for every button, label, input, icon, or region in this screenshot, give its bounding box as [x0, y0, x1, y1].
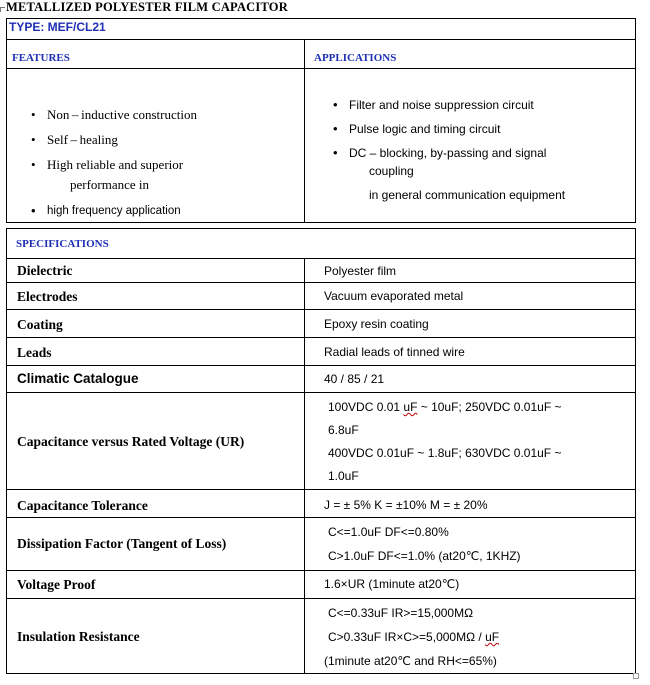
leads-value: Radial leads of tinned wire	[324, 345, 465, 359]
capacitance-line-1: 100VDC 0.01 uF ~ 10uF; 250VDC 0.01uF ~	[328, 400, 562, 414]
applications-list	[327, 93, 546, 165]
list-item: • Filter and noise suppression circuit	[327, 93, 546, 117]
list-item: • Non – inductive construction	[25, 102, 197, 127]
applications-continuation-2: in general communication equipment	[369, 188, 566, 202]
dissipation-line-1: C<=1.0uF DF<=0.80%	[328, 525, 449, 539]
dissipation-line-2: C>1.0uF DF<=1.0% (at20℃, 1KHZ)	[328, 549, 521, 563]
coating-value: Epoxy resin coating	[324, 317, 429, 331]
climatic-value: 40 / 85 / 21	[324, 372, 385, 386]
list-item: • high frequency application	[25, 202, 181, 220]
insulation-line-3: (1minute at20℃ and RH<=65%)	[324, 654, 497, 668]
applications-heading: APPLICATIONS	[314, 52, 397, 64]
features-heading: FEATURES	[12, 52, 70, 64]
insulation-label: Insulation Resistance	[17, 629, 140, 644]
coating-label: Coating	[17, 317, 63, 332]
electrodes-value: Vacuum evaporated metal	[324, 289, 464, 303]
capacitance-line-4: 1.0uF	[328, 469, 359, 483]
list-item: • Self – healing	[25, 127, 197, 152]
features-continuation: performance in	[70, 177, 150, 192]
specifications-heading: SPECIFICATIONS	[16, 238, 109, 250]
insulation-line-2: C>0.33uF IR×C>=5,000MΩ / uF	[328, 630, 500, 644]
list-item: • High reliable and superior	[25, 152, 197, 177]
dielectric-label: Dielectric	[17, 263, 73, 278]
tolerance-value: J = ± 5% K = ±10% M = ± 20%	[324, 498, 488, 512]
capacitance-line-3: 400VDC 0.01uF ~ 1.8uF; 630VDC 0.01uF ~	[328, 446, 562, 460]
leads-label: Leads	[17, 345, 52, 360]
features-applications-table	[6, 18, 636, 223]
text-boundary-mark	[633, 673, 639, 679]
dissipation-label: Dissipation Factor (Tangent of Loss)	[17, 536, 227, 551]
electrodes-label: Electrodes	[17, 289, 78, 304]
capacitance-line-2: 6.8uF	[328, 423, 359, 437]
features-list	[25, 102, 197, 177]
capacitance-label: Capacitance versus Rated Voltage (UR)	[17, 434, 245, 449]
features-list-last	[25, 202, 181, 220]
list-item: • DC – blocking, by-passing and signal	[327, 141, 546, 165]
tolerance-label: Capacitance Tolerance	[17, 498, 148, 513]
paragraph-anchor-mark	[0, 7, 5, 12]
insulation-line-1: C<=0.33uF IR>=15,000MΩ	[328, 606, 474, 620]
document-title: METALLIZED POLYESTER FILM CAPACITOR	[6, 0, 288, 14]
list-item: • Pulse logic and timing circuit	[327, 117, 546, 141]
applications-continuation-1: coupling	[369, 164, 414, 178]
voltage-proof-label: Voltage Proof	[17, 577, 96, 592]
climatic-label: Climatic Catalogue	[17, 371, 139, 386]
specifications-table	[6, 228, 636, 674]
voltage-proof-value: 1.6×UR (1minute at20℃)	[324, 577, 460, 591]
type-label: TYPE: MEF/CL21	[9, 20, 106, 34]
dielectric-value: Polyester film	[324, 264, 397, 278]
